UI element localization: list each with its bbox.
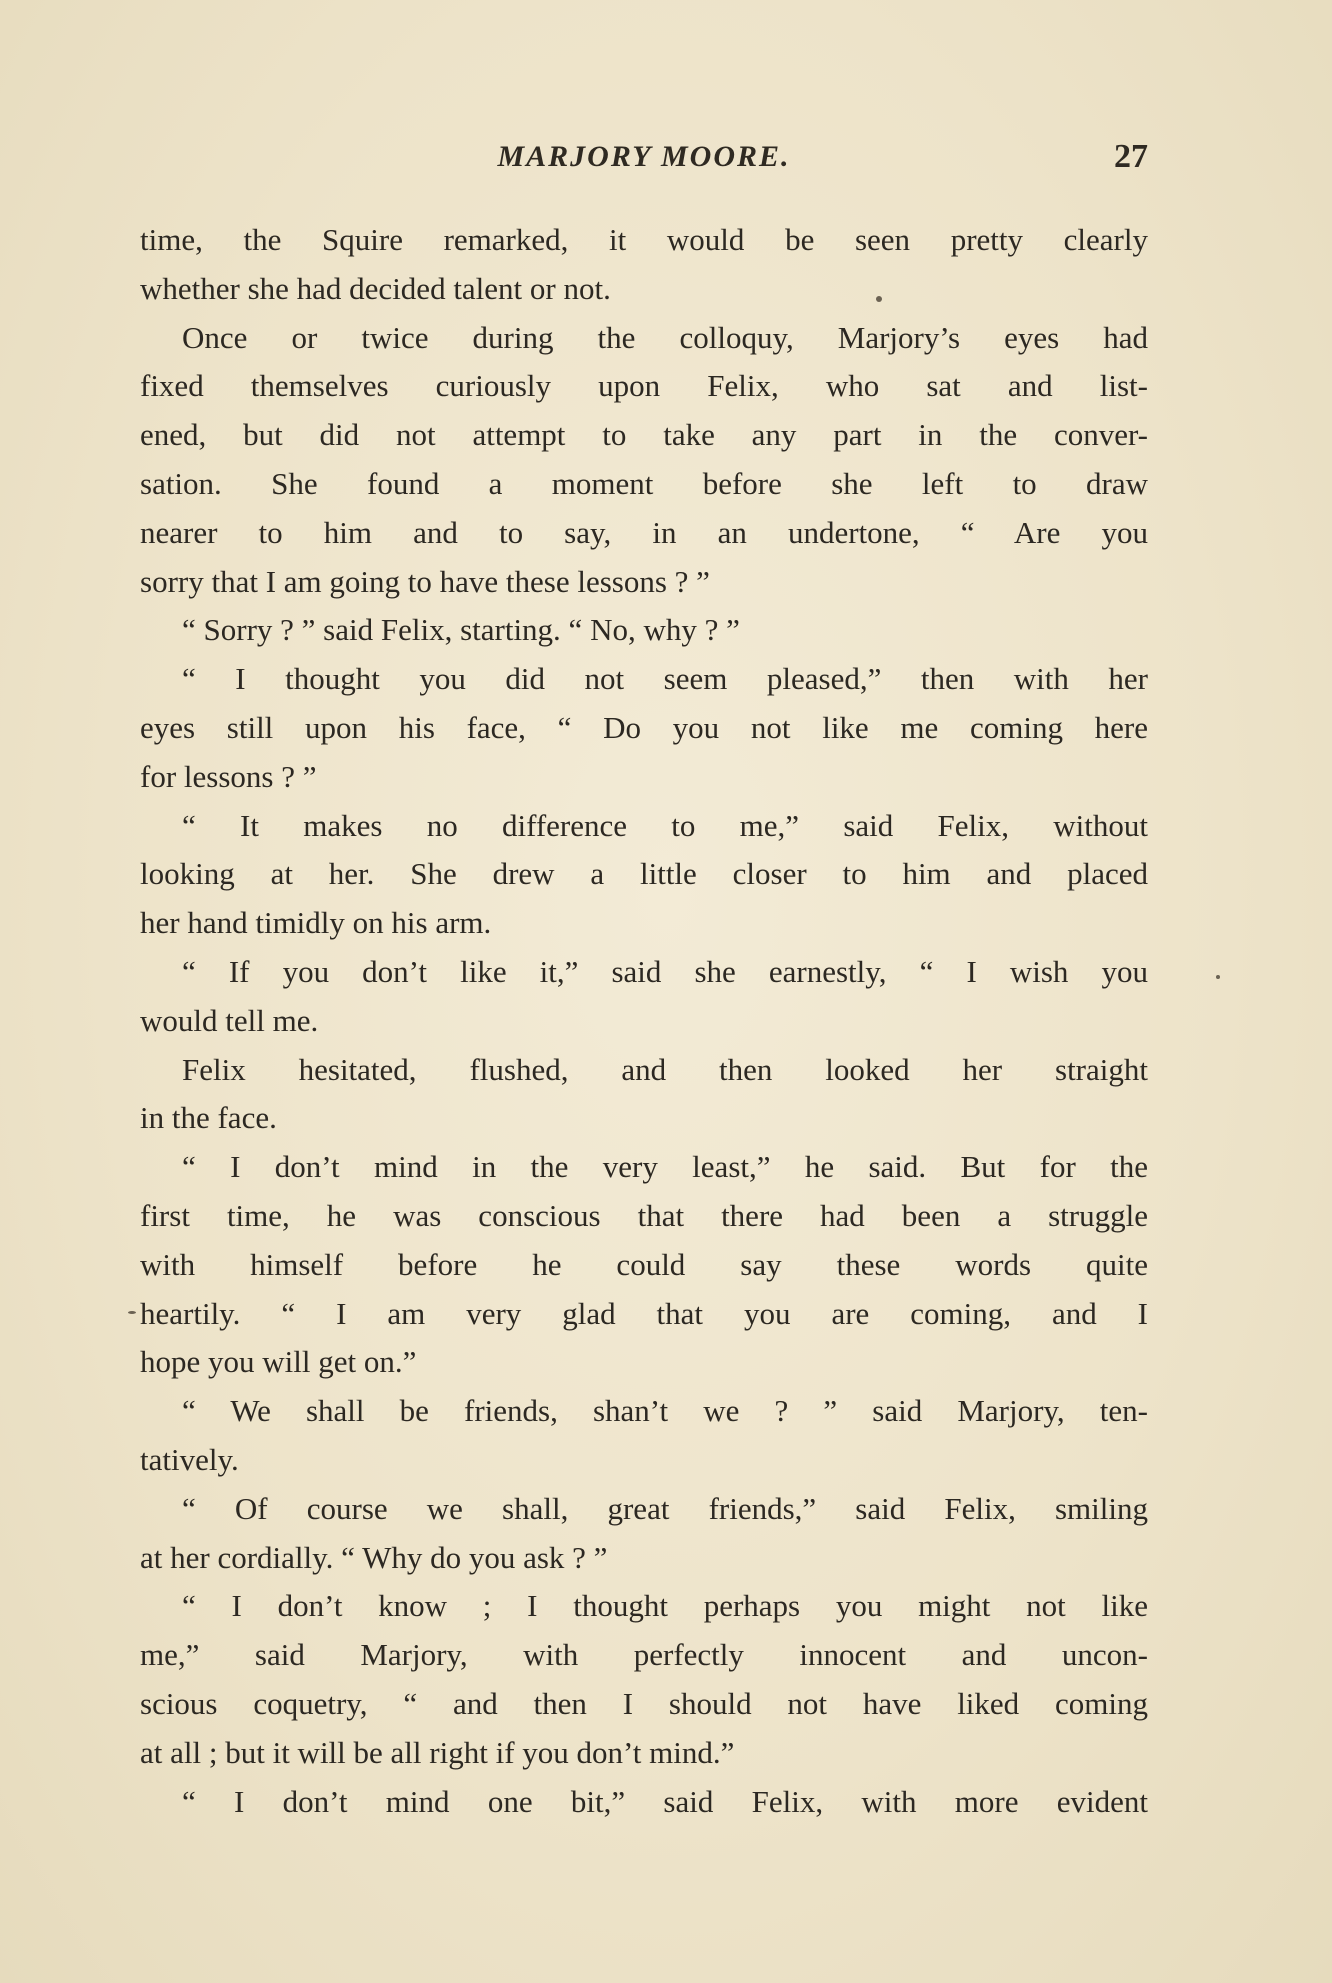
page-number: 27 (1114, 138, 1148, 175)
ink-speck (876, 296, 882, 302)
text-line: “ It makes no difference to me,” said Felix, without (182, 807, 1148, 843)
ink-speck (128, 1311, 136, 1314)
text-line: Felix hesitated, flushed, and then looked her straight (182, 1051, 1148, 1087)
running-head (140, 136, 1148, 180)
text-line: in the face. (140, 1100, 277, 1136)
text-line: whether she had decided talent or not. (140, 270, 611, 306)
text-line: “ I thought you did not seem pleased,” then with her (182, 661, 1148, 697)
text-line: scious coquetry, “ and then I should not have liked coming (140, 1685, 1148, 1721)
text-line: “ Of course we shall, great friends,” said Felix, smiling (182, 1490, 1148, 1526)
text-line: with himself before he could say these words quite (140, 1246, 1148, 1282)
text-line: her hand timidly on his arm. (140, 905, 492, 941)
ink-speck (1216, 975, 1220, 979)
text-line: “ Sorry ? ” said Felix, starting. “ No, why ? ” (182, 612, 740, 648)
text-line: heartily. “ I am very glad that you are coming, and I (140, 1295, 1148, 1331)
text-line: me,” said Marjory, with perfectly innocent and uncon- (140, 1637, 1148, 1673)
text-line: for lessons ? ” (140, 758, 317, 794)
text-line: time, the Squire remarked, it would be seen pretty clearly (140, 222, 1148, 257)
text-line: first time, he was conscious that there had been a struggle (140, 1197, 1148, 1233)
text-line: would tell me. (140, 1002, 319, 1038)
text-line: sorry that I am going to have these lessons ? ” (140, 563, 710, 599)
text-line: eyes still upon his face, “ Do you not like me coming here (140, 709, 1148, 745)
body-text (140, 216, 1148, 1826)
text-line: hope you will get on.” (140, 1344, 417, 1380)
text-line: ened, but did not attempt to take any part in the conver- (140, 417, 1148, 453)
text-line: fixed themselves curiously upon Felix, who sat and list- (140, 368, 1148, 404)
text-line: “ If you don’t like it,” said she earnestly, “ I wish you (182, 953, 1148, 989)
text-line: “ I don’t know ; I thought perhaps you might not like (182, 1588, 1148, 1624)
text-line: looking at her. She drew a little closer to him and placed (140, 856, 1148, 892)
text-line: “ I don’t mind in the very least,” he said. But for the (182, 1149, 1148, 1185)
text-line: tatively. (140, 1441, 239, 1477)
text-line: sation. She found a moment before she left to draw (140, 465, 1148, 501)
text-line: “ I don’t mind one bit,” said Felix, with more evident (182, 1783, 1148, 1819)
text-line: nearer to him and to say, in an undertone, “ Are you (140, 514, 1148, 550)
text-line: Once or twice during the colloquy, Marjory’s eyes had (182, 319, 1148, 355)
text-line: “ We shall be friends, shan’t we ? ” said Marjory, ten- (182, 1393, 1148, 1429)
running-title: MARJORY MOORE. (497, 140, 791, 173)
text-line: at all ; but it will be all right if you don’t mind.” (140, 1734, 735, 1770)
text-line: at her cordially. “ Why do you ask ? ” (140, 1539, 608, 1575)
